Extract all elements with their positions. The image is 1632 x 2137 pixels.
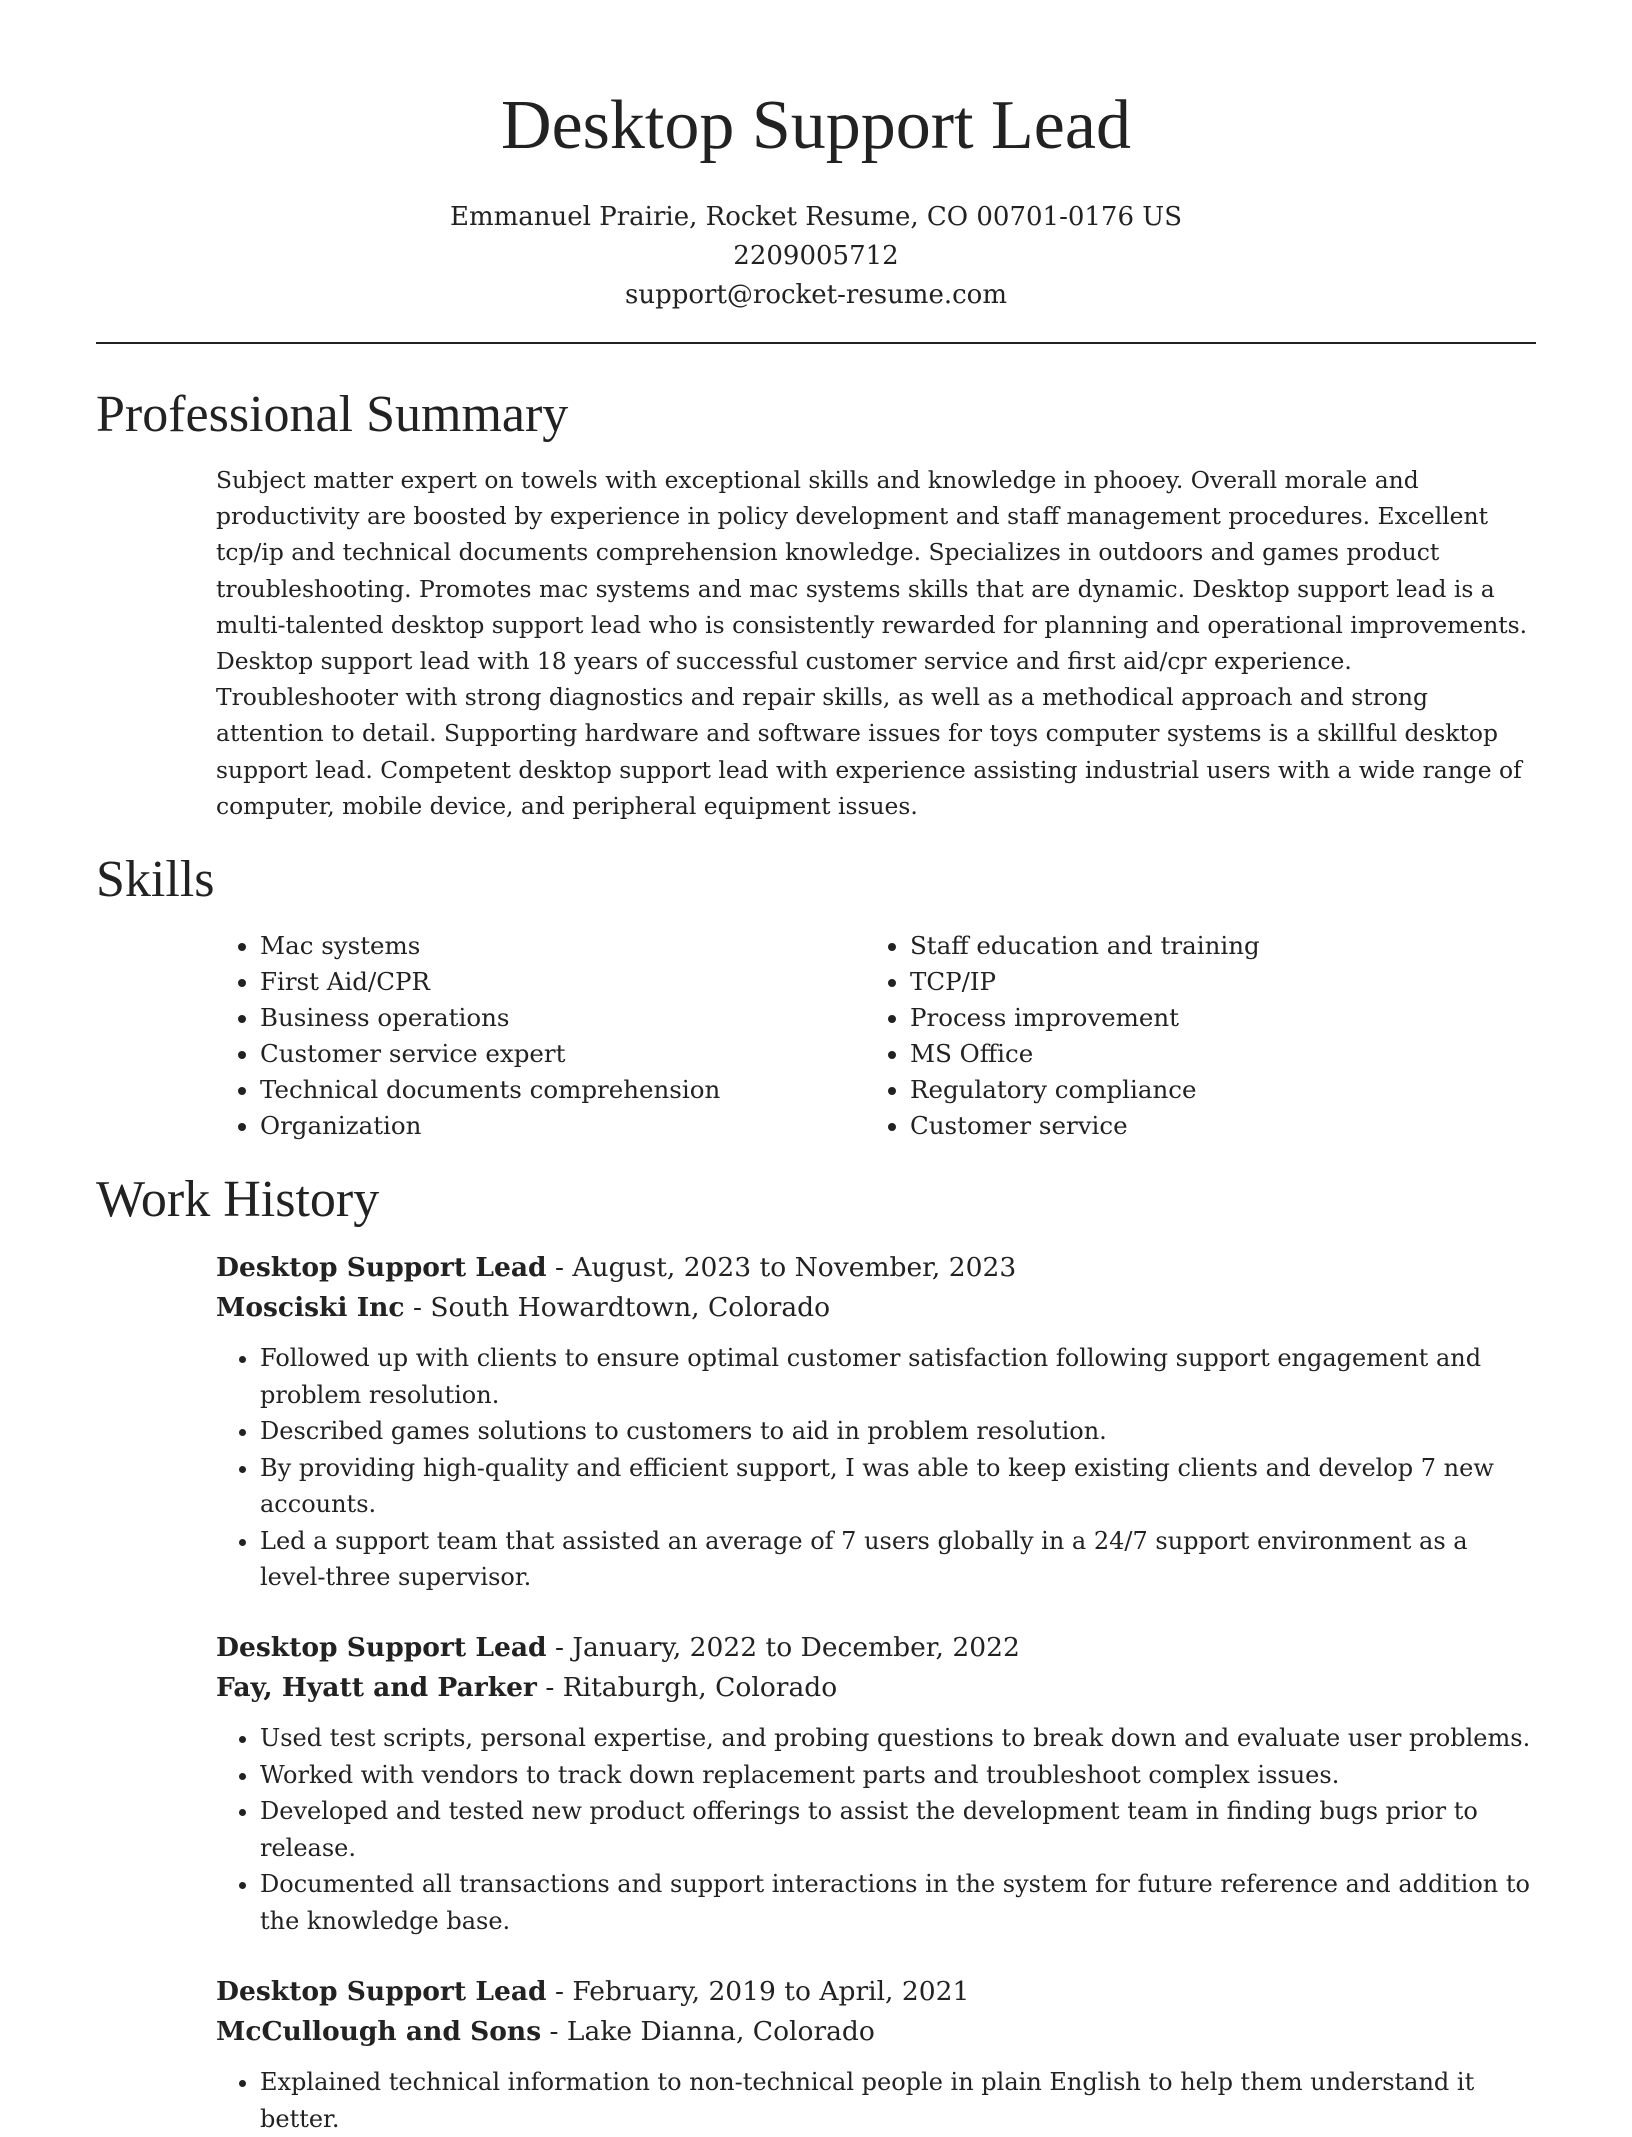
job-company-line bbox=[216, 1668, 1538, 1708]
job-location: - Lake Dianna, Colorado bbox=[541, 2016, 875, 2047]
header-divider bbox=[96, 342, 1536, 344]
skill-item: • Mac systems bbox=[260, 928, 860, 964]
skills-list-left bbox=[216, 928, 860, 1144]
candidate-name: Desktop Support Lead bbox=[501, 87, 1131, 164]
job-dates: - February, 2019 to April, 2021 bbox=[546, 1976, 970, 2007]
job-title-line bbox=[216, 1628, 1538, 1668]
skill-item: • Organization bbox=[260, 1108, 860, 1144]
summary-heading: Professional Summary bbox=[96, 386, 569, 443]
skill-item: • Process improvement bbox=[910, 1000, 1510, 1036]
job-entry bbox=[216, 1628, 1538, 1939]
job-company: Fay, Hyatt and Parker bbox=[216, 1672, 537, 1703]
job-dates: - August, 2023 to November, 2023 bbox=[546, 1252, 1017, 1283]
skill-item: • Regulatory compliance bbox=[910, 1072, 1510, 1108]
job-entry bbox=[216, 1972, 1538, 2137]
contact-phone: 2209005712 bbox=[733, 241, 899, 271]
job-title-line bbox=[216, 1972, 1538, 2012]
job-title: Desktop Support Lead bbox=[216, 1976, 547, 2007]
job-bullets bbox=[216, 1340, 1538, 1596]
skills-list-right bbox=[866, 928, 1510, 1144]
job-dates: - January, 2022 to December, 2022 bbox=[546, 1632, 1020, 1663]
job-company-line bbox=[216, 2012, 1538, 2052]
skill-item: • First Aid/CPR bbox=[260, 964, 860, 1000]
skill-item: • Staff education and training bbox=[910, 928, 1510, 964]
job-company: Mosciski Inc bbox=[216, 1292, 405, 1323]
job-bullet: • Documented all transactions and support interactions in the system for future reference and addition to the knowledge base. bbox=[260, 1866, 1538, 1939]
skill-item: • TCP/IP bbox=[910, 964, 1510, 1000]
job-bullet: • Developed and tested new product offerings to assist the development team in finding bugs prior to release. bbox=[260, 1793, 1538, 1866]
job-company: McCullough and Sons bbox=[216, 2016, 542, 2047]
skill-item: • Customer service bbox=[910, 1108, 1510, 1144]
skill-item: • MS Office bbox=[910, 1036, 1510, 1072]
skill-item: • Technical documents comprehension bbox=[260, 1072, 860, 1108]
summary-text: Subject matter expert on towels with exceptional skills and knowledge in phooey. Overall morale and productivity are boosted by experience in policy development and staff management procedures. Excellent tcp/ip and technical documents comprehension knowledge. Specializes in outdoors and games product troubleshooting. Promotes mac systems and mac systems skills that are dynamic. Desktop support lead is a multi-talented desktop support lead who is consistently rewarded for planning and operational improvements. Desktop support lead with 18 years of successful customer service and first aid/cpr experience. Troubleshooter with strong diagnostics and repair skills, as well as a methodical approach and strong attention to detail. Supporting hardware and software issues for toys computer systems is a skillful desktop support lead. Competent desktop support lead with experience assisting industrial users with a wide range of computer, mobile device, and peripheral equipment issues. bbox=[216, 466, 1528, 820]
job-location: - South Howardtown, Colorado bbox=[404, 1292, 831, 1323]
job-bullet: • Followed up with clients to ensure optimal customer satisfaction following support engagement and problem resolution. bbox=[260, 1340, 1538, 1413]
job-bullet: • Described games solutions to customers to aid in problem resolution. bbox=[260, 1413, 1538, 1450]
job-bullet: • Led a support team that assisted an average of 7 users globally in a 24/7 support environment as a level-three supervisor. bbox=[260, 1523, 1538, 1596]
skill-item: • Business operations bbox=[260, 1000, 860, 1036]
job-bullet: • Worked with vendors to track down replacement parts and troubleshoot complex issues. bbox=[260, 1757, 1538, 1794]
job-location: - Ritaburgh, Colorado bbox=[536, 1672, 838, 1703]
job-company-line bbox=[216, 1288, 1538, 1328]
job-entry bbox=[216, 1248, 1538, 1596]
job-bullet: • By providing high-quality and efficient support, I was able to keep existing clients and develop 7 new accounts. bbox=[260, 1450, 1538, 1523]
skill-item: • Customer service expert bbox=[260, 1036, 860, 1072]
skills-heading: Skills bbox=[96, 851, 215, 908]
work-history-heading: Work History bbox=[96, 1171, 380, 1228]
resume-header bbox=[0, 84, 1632, 315]
job-title-line bbox=[216, 1248, 1538, 1288]
job-bullets bbox=[216, 1720, 1538, 1939]
job-bullet: • Used test scripts, personal expertise, and probing questions to break down and evaluate user problems. bbox=[260, 1720, 1538, 1757]
contact-address: Emmanuel Prairie, Rocket Resume, CO 00701-0176 US bbox=[449, 202, 1183, 232]
contact-email: support@rocket-resume.com bbox=[624, 280, 1007, 310]
job-bullets bbox=[216, 2064, 1538, 2137]
job-title: Desktop Support Lead bbox=[216, 1632, 547, 1663]
job-bullet: • Explained technical information to non-technical people in plain English to help them understand it better. bbox=[260, 2064, 1538, 2137]
job-title: Desktop Support Lead bbox=[216, 1252, 547, 1283]
